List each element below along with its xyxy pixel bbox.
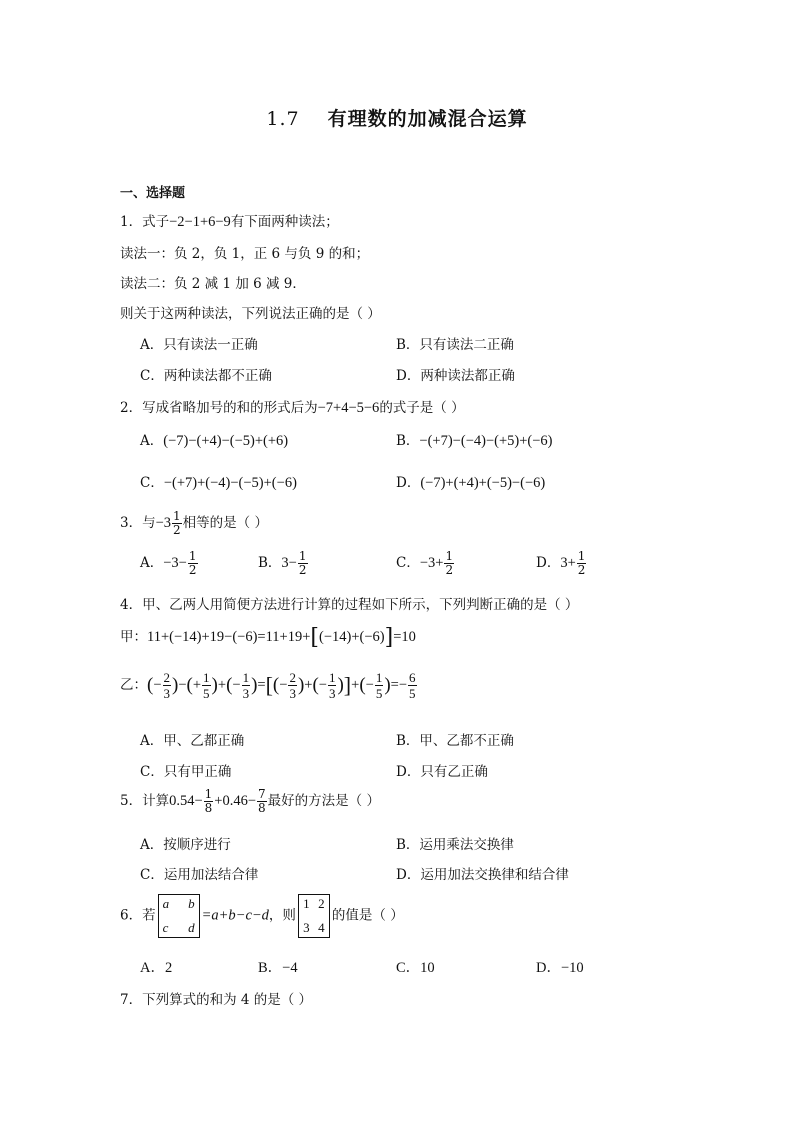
g1-c: c	[162, 920, 169, 935]
q5-frac-2	[257, 788, 267, 815]
yi-d5: 3	[328, 686, 336, 701]
q1-stem-post: 有下面两种读法；	[230, 214, 339, 230]
q5-e1: 0.54−	[169, 793, 203, 809]
q6-number-determinant	[298, 894, 330, 938]
q3-d-den: 2	[577, 563, 586, 577]
q1-option-c[interactable]: C．两种读法都不正确	[140, 368, 272, 384]
q3-c-num: 1	[445, 549, 454, 563]
section-heading: 一、选择题	[120, 186, 186, 201]
q2-stem-pre: 2．写成省略加号的和的形式后为	[120, 400, 318, 416]
q2-a-label: A．	[140, 433, 164, 449]
q6-option-b[interactable]: B．−4	[258, 960, 298, 976]
title-text: 有理数的加减混合运算	[327, 108, 528, 130]
q4-jia-expr-2: (−14)+(−6)	[319, 629, 385, 645]
yi-n1: 2	[163, 670, 171, 685]
q5-option-b[interactable]: B．运用乘法交换律	[396, 837, 514, 853]
yi-n3: 1	[242, 670, 250, 685]
q1-option-d[interactable]: D．两种读法都正确	[396, 368, 515, 384]
q3-a-expr: −3−	[163, 555, 187, 571]
q6-stem-post: 的值是（ ）	[331, 907, 404, 924]
yi-n5: 1	[328, 670, 336, 685]
q6-stem	[120, 894, 404, 938]
section-number: 1.7	[266, 108, 300, 130]
g1-d: d	[188, 920, 195, 935]
q3-b-expr: 3−	[281, 555, 297, 571]
q4-bracket-open: [	[310, 625, 320, 650]
q5-n1: 1	[204, 787, 213, 801]
q3-a-fraction	[188, 550, 198, 577]
q3-a-label: A．	[140, 555, 164, 571]
q3-num: 1	[173, 509, 181, 523]
q2-option-c[interactable]	[140, 471, 297, 492]
q4-option-b[interactable]: B．甲、乙都不正确	[396, 733, 514, 749]
q6-option-a[interactable]: A．2	[140, 960, 173, 976]
q2-option-b[interactable]	[396, 429, 552, 450]
g2-1: 1	[303, 896, 310, 911]
q1-stem	[120, 210, 339, 231]
q4-jia	[120, 625, 416, 650]
q3-c-den: 2	[445, 563, 454, 577]
q1-option-b[interactable]: B．只有读法二正确	[396, 337, 514, 353]
q1-reading-1: 读法一：负 2，负 1，正 6 与负 9 的和；	[120, 246, 370, 262]
q3-whole: −3	[155, 515, 172, 531]
q2-d-expr: (−7)+(+4)+(−5)−(−6)	[420, 475, 546, 491]
yi-n6: 1	[375, 670, 383, 685]
q1-option-a[interactable]: A．只有读法一正确	[140, 337, 258, 353]
q5-option-a[interactable]: A．按顺序进行	[140, 837, 231, 853]
q3-option-d[interactable]	[536, 550, 587, 577]
q6-mid: ，则	[268, 907, 296, 924]
q3-d-expr: 3+	[560, 555, 576, 571]
q3-stem-post: 相等的是（ ）	[182, 515, 268, 531]
q5-d2: 8	[258, 801, 266, 815]
q4-jia-expr-1: 11+(−14)+19−(−6)=11+19+	[147, 629, 311, 645]
q6-stem-pre: 6．若	[120, 907, 156, 924]
q1-reading-2: 读法二：负 2 减 1 加 6 减 9．	[120, 276, 306, 292]
q3-d-fraction	[577, 550, 587, 577]
q2-a-expr: (−7)−(+4)−(−5)+(+6)	[163, 433, 289, 449]
q4-yi-expr: (− $\frac{2}{3}$ )−(+ $\frac{1}{5}$ )+(− $\frac{1}{3}$ )=[(− $\frac{2}{3}$ )+(− $\frac{1}{3}$ )]+(− $\frac{1}{5}$ )=− $\frac{6}{5}$	[147, 670, 416, 701]
g2-3: 3	[303, 920, 310, 935]
q6-definition: =a+b−c−d	[201, 907, 269, 924]
q3-a-num: 1	[188, 549, 197, 563]
yi-d2: 5	[203, 686, 210, 701]
q2-b-label: B．	[396, 433, 420, 449]
q5-e2: +0.46−	[214, 793, 257, 809]
q2-c-label: C．	[140, 475, 164, 491]
q5-stem	[120, 788, 380, 815]
q4-yi	[120, 670, 418, 701]
q4-yi-label: 乙：	[120, 676, 147, 693]
q3-option-a[interactable]	[140, 550, 199, 577]
q3-b-num: 1	[298, 549, 307, 563]
q3-b-label: B．	[258, 555, 282, 571]
g2-4: 4	[318, 920, 325, 935]
q1-question: 则关于这两种读法，下列说法正确的是（ ）	[120, 306, 381, 322]
q5-option-c[interactable]: C．运用加法结合律	[140, 867, 259, 883]
yi-d4: 3	[289, 686, 296, 701]
q5-d1: 8	[204, 801, 213, 815]
q2-stem	[120, 396, 465, 417]
q3-c-label: C．	[396, 555, 420, 571]
q4-stem: 4．甲、乙两人用简便方法进行计算的过程如下所示，下列判断正确的是（ ）	[120, 597, 579, 613]
yi-result-num: 6	[409, 670, 416, 685]
g1-a: a	[162, 896, 170, 911]
q1-expression: −2−1+6−9	[169, 214, 231, 230]
q2-b-expr: −(+7)−(−4)−(+5)+(−6)	[419, 433, 553, 449]
q6-letter-determinant	[158, 894, 200, 938]
q2-stem-post: 的式子是（ ）	[379, 400, 465, 416]
q4-option-d[interactable]: D．只有乙正确	[396, 764, 488, 780]
q1-stem-pre: 1．式子	[120, 214, 170, 230]
q3-c-expr: −3+	[419, 555, 444, 571]
q3-option-b[interactable]	[258, 550, 309, 577]
q5-n2: 7	[258, 787, 266, 801]
q5-stem-post: 最好的方法是（ ）	[267, 793, 380, 809]
q2-option-d[interactable]	[396, 471, 545, 492]
q3-stem	[120, 510, 268, 537]
yi-n2: 1	[203, 670, 210, 685]
page-title	[0, 104, 794, 131]
yi-d1: 3	[163, 686, 171, 701]
q3-option-c[interactable]	[396, 550, 455, 577]
q5-option-d[interactable]: D．运用加法交换律和结合律	[396, 867, 569, 883]
g2-2: 2	[318, 896, 325, 911]
q5-stem-pre: 5．计算	[120, 793, 170, 809]
q6-option-c[interactable]: C．10	[396, 960, 435, 976]
q2-c-expr: −(+7)+(−4)−(−5)+(−6)	[163, 475, 297, 491]
q4-option-a[interactable]: A．甲、乙都正确	[140, 733, 245, 749]
q3-b-fraction	[298, 550, 308, 577]
g1-b: b	[188, 896, 195, 911]
yi-d6: 5	[375, 686, 383, 701]
q2-d-label: D．	[396, 475, 421, 491]
q5-frac-1	[204, 788, 214, 815]
q3-b-den: 2	[298, 563, 307, 577]
q3-den: 2	[173, 523, 181, 537]
q4-jia-label: 甲：	[120, 629, 147, 645]
yi-result-den: 5	[409, 686, 416, 701]
q3-d-num: 1	[577, 549, 586, 563]
q2-option-a[interactable]	[140, 429, 288, 450]
q4-option-c[interactable]: C．只有甲正确	[140, 764, 232, 780]
q3-d-label: D．	[536, 555, 561, 571]
q3-c-fraction	[444, 550, 454, 577]
q3-a-den: 2	[188, 563, 197, 577]
q7-stem: 7．下列算式的和为 4 的是（ ）	[120, 992, 313, 1008]
yi-d3: 3	[242, 686, 250, 701]
q3-fraction	[172, 510, 182, 537]
q2-expression: −7+4−5−6	[317, 400, 380, 416]
q3-stem-pre: 3．与	[120, 515, 156, 531]
q4-bracket-close: ]	[384, 625, 394, 650]
q6-option-d[interactable]: D．−10	[536, 960, 584, 976]
q4-jia-expr-3: =10	[393, 629, 416, 645]
yi-n4: 2	[289, 670, 296, 685]
